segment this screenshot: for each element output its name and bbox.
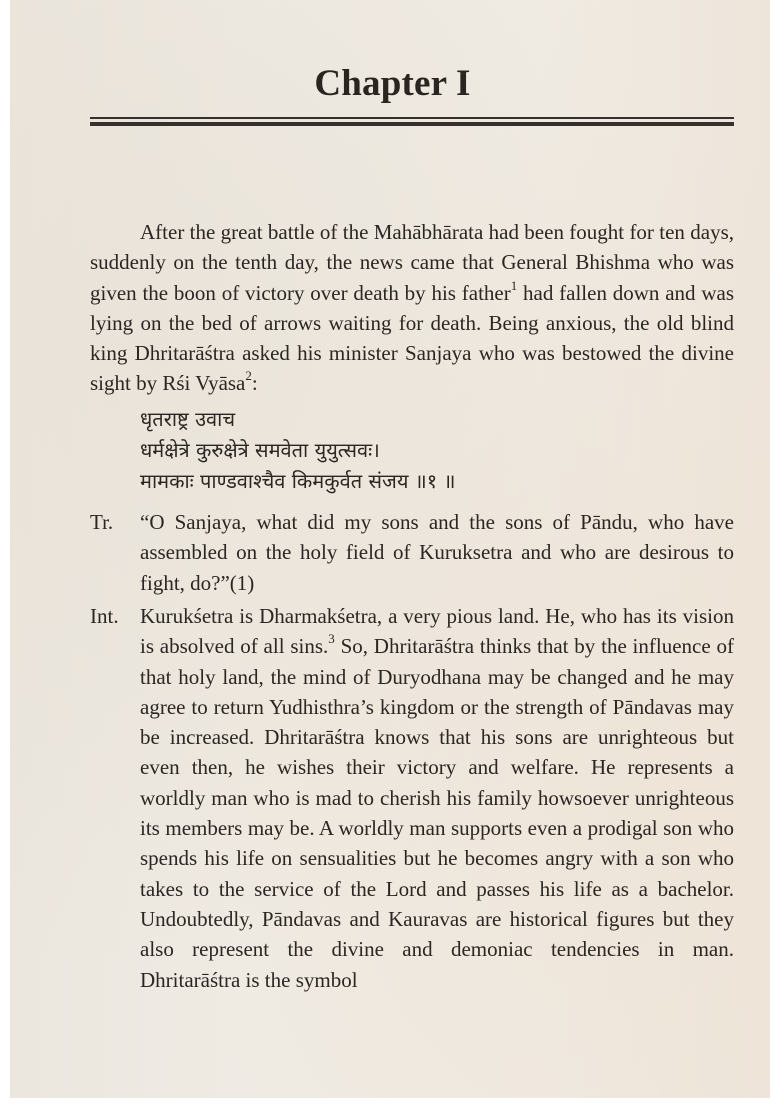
sanskrit-verse bbox=[140, 404, 456, 497]
verse-line-speaker: धृतराष्ट्र उवाच bbox=[140, 407, 236, 431]
book-page bbox=[10, 0, 770, 1098]
chapter-title-double-rule bbox=[90, 117, 734, 128]
interpretation-text-part-2: So, Dhritarāśtra thinks that by the influence of that holy land, the mind of Duryodhana may be changed and he may agree to return Yudhisthra’s kingdom or the strength of Pāndavas may be increased. Dhritarāśtra knows that his sons are unrighteous but even then, he wishes their victory and welfare. He represents a worldly man who is mad to cherish his family howsoever unrighteous its members may be. A worldly man supports even a prodigal son who spends his life on sensualities but he becomes angry with a son who takes to the service of the Lord and passes his life as a bachelor. Undoubtedly, Pāndavas and Kauravas are historical figures but they also represent the divine and demoniac tendencies in man. Dhritarāśtra is the symbol bbox=[140, 634, 734, 992]
chapter-title: Chapter I bbox=[314, 63, 471, 104]
interpretation-label: Int. bbox=[90, 604, 119, 628]
intro-text-part-3: : bbox=[251, 371, 258, 396]
rule-thin-line bbox=[90, 117, 734, 119]
translation-text: “O Sanjaya, what did my sons and the sons of Pāndu, who have assembled on the holy field of Kuruksetra and who are desirous to fight, do?”(1) bbox=[140, 510, 734, 595]
intro-paragraph bbox=[90, 217, 734, 399]
interpretation-text bbox=[140, 601, 734, 995]
footnote-ref-1: 1 bbox=[510, 277, 518, 293]
translation-label: Tr. bbox=[90, 510, 114, 534]
interpretation-block bbox=[90, 601, 734, 995]
interpretation-text-part-1: Kurukśetra is Dharmakśetra, a very pious land. He, who has its vision is absolved of all sins. bbox=[140, 604, 734, 659]
intro-text-part-2: had fallen down and was lying on the bed of arrows waiting for death. Being anxious, the old blind king Dhritarāśtra asked his minister Sanjaya who was bestowed the divine sight by Rśi Vyāsa bbox=[90, 280, 734, 396]
intro-text bbox=[90, 217, 734, 399]
footnote-ref-2: 2 bbox=[245, 368, 252, 384]
verse-line-1: धर्मक्षेत्रे कुरुक्षेत्रे समवेता युयुत्सवः। bbox=[140, 438, 380, 462]
footnote-ref-3: 3 bbox=[328, 631, 335, 647]
rule-thick-line bbox=[90, 122, 734, 126]
intro-text-part-1: After the great battle of the Mahābhārata had been fought for ten days, suddenly on the tenth day, the news came that General Bhishma who was given the boon of victory over death by his father bbox=[90, 220, 734, 305]
verse-line-2: मामकाः पाण्डवाश्चैव किमकुर्वत संजय ॥१ ॥ bbox=[140, 469, 456, 493]
translation-block bbox=[90, 507, 734, 598]
